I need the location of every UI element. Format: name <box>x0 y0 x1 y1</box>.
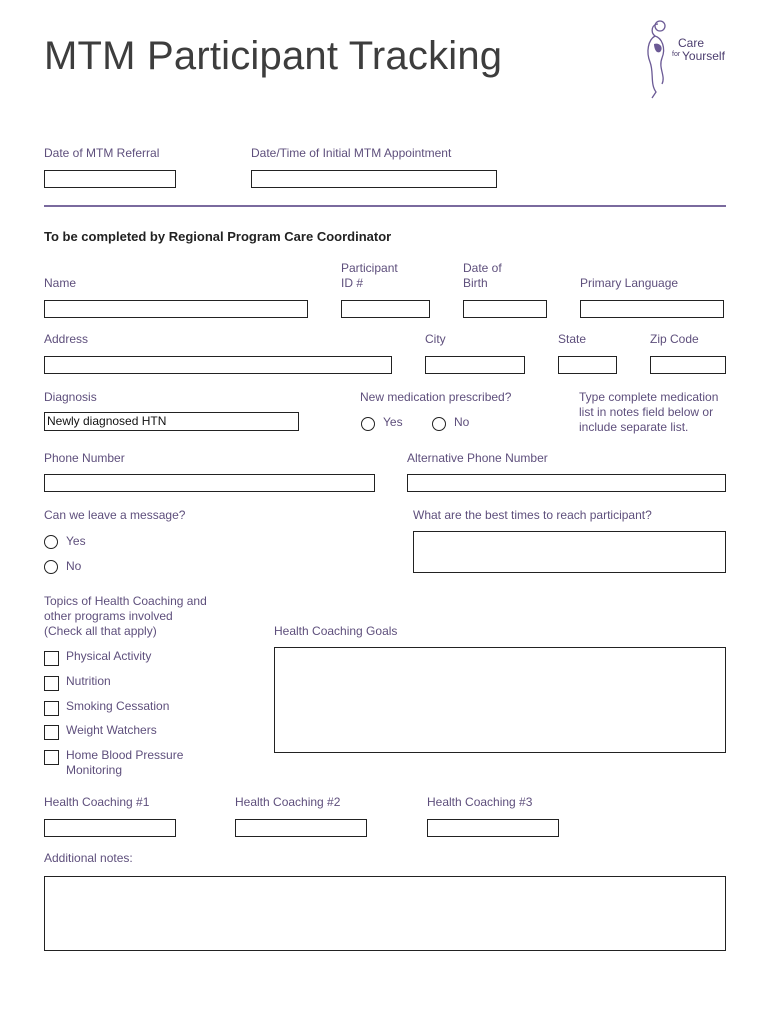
phone-label: Phone Number <box>44 451 125 465</box>
nutrition-label: Nutrition <box>66 674 111 688</box>
med-note-2: list in notes field below or <box>579 405 714 419</box>
leave-message-no-label: No <box>66 559 82 573</box>
state-label: State <box>558 332 587 346</box>
best-times-field[interactable] <box>413 531 726 573</box>
phone-field[interactable] <box>44 474 375 492</box>
goals-field[interactable] <box>274 647 726 753</box>
leave-message-yes-label: Yes <box>66 534 86 548</box>
logo-for: for <box>672 51 681 58</box>
leave-message-label: Can we leave a message? <box>44 508 186 522</box>
page-title: MTM Participant Tracking <box>44 34 503 78</box>
state-field[interactable] <box>558 356 617 374</box>
home-bp-label-2: Monitoring <box>66 763 123 777</box>
alt-phone-label: Alternative Phone Number <box>407 451 548 465</box>
initial-appt-field[interactable] <box>251 170 497 188</box>
nutrition-checkbox[interactable] <box>44 676 59 691</box>
topics-label-3: (Check all that apply) <box>44 624 157 638</box>
physical-activity-label: Physical Activity <box>66 649 152 663</box>
goals-label: Health Coaching Goals <box>274 624 398 638</box>
primary-language-label: Primary Language <box>580 276 679 290</box>
participant-id-label-1: Participant <box>341 261 398 275</box>
participant-id-field[interactable] <box>341 300 430 318</box>
new-med-no-label: No <box>454 415 470 429</box>
address-label: Address <box>44 332 89 346</box>
hc2-field[interactable] <box>235 819 367 837</box>
new-med-no-radio[interactable] <box>432 417 446 431</box>
hc2-label: Health Coaching #2 <box>235 795 341 809</box>
new-medication-label: New medication prescribed? <box>360 390 512 404</box>
divider <box>44 205 726 207</box>
name-label: Name <box>44 276 77 290</box>
diagnosis-value: Newly diagnosed HTN <box>47 414 167 428</box>
zip-label: Zip Code <box>650 332 699 346</box>
best-times-label: What are the best times to reach participant? <box>413 508 652 522</box>
initial-appt-label: Date/Time of Initial MTM Appointment <box>251 146 452 160</box>
hc3-label: Health Coaching #3 <box>427 795 533 809</box>
home-bp-label-1: Home Blood Pressure <box>66 748 184 762</box>
section-heading: To be completed by Regional Program Care Coordinator <box>44 229 392 244</box>
notes-label: Additional notes: <box>44 851 133 865</box>
smoking-cessation-label: Smoking Cessation <box>66 699 170 713</box>
new-med-yes-label: Yes <box>383 415 403 429</box>
topics-label-2: other programs involved <box>44 609 173 623</box>
new-med-yes-radio[interactable] <box>361 417 375 431</box>
diagnosis-field[interactable] <box>44 412 299 431</box>
hc1-field[interactable] <box>44 819 176 837</box>
hc1-label: Health Coaching #1 <box>44 795 150 809</box>
care-for-yourself-logo <box>640 18 740 100</box>
primary-language-field[interactable] <box>580 300 724 318</box>
address-field[interactable] <box>44 356 392 374</box>
city-field[interactable] <box>425 356 525 374</box>
name-field[interactable] <box>44 300 308 318</box>
topics-label-1: Topics of Health Coaching and <box>44 594 207 608</box>
weight-watchers-label: Weight Watchers <box>66 723 157 737</box>
weight-watchers-checkbox[interactable] <box>44 725 59 740</box>
med-note-1: Type complete medication <box>579 390 719 404</box>
city-label: City <box>425 332 446 346</box>
referral-date-field[interactable] <box>44 170 176 188</box>
logo-care: Care <box>678 36 705 50</box>
home-bp-monitoring-checkbox[interactable] <box>44 750 59 765</box>
physical-activity-checkbox[interactable] <box>44 651 59 666</box>
leave-message-no-radio[interactable] <box>44 560 58 574</box>
hc3-field[interactable] <box>427 819 559 837</box>
referral-date-label: Date of MTM Referral <box>44 146 160 160</box>
dob-label-2: Birth <box>463 276 488 290</box>
med-note-3: include separate list. <box>579 420 689 434</box>
logo-yourself: Yourself <box>682 49 725 63</box>
dob-label-1: Date of <box>463 261 502 275</box>
diagnosis-label: Diagnosis <box>44 390 97 404</box>
smoking-cessation-checkbox[interactable] <box>44 701 59 716</box>
zip-field[interactable] <box>650 356 726 374</box>
leave-message-yes-radio[interactable] <box>44 535 58 549</box>
dob-field[interactable] <box>463 300 547 318</box>
participant-id-label-2: ID # <box>341 276 364 290</box>
notes-field[interactable] <box>44 876 726 951</box>
alt-phone-field[interactable] <box>407 474 726 492</box>
